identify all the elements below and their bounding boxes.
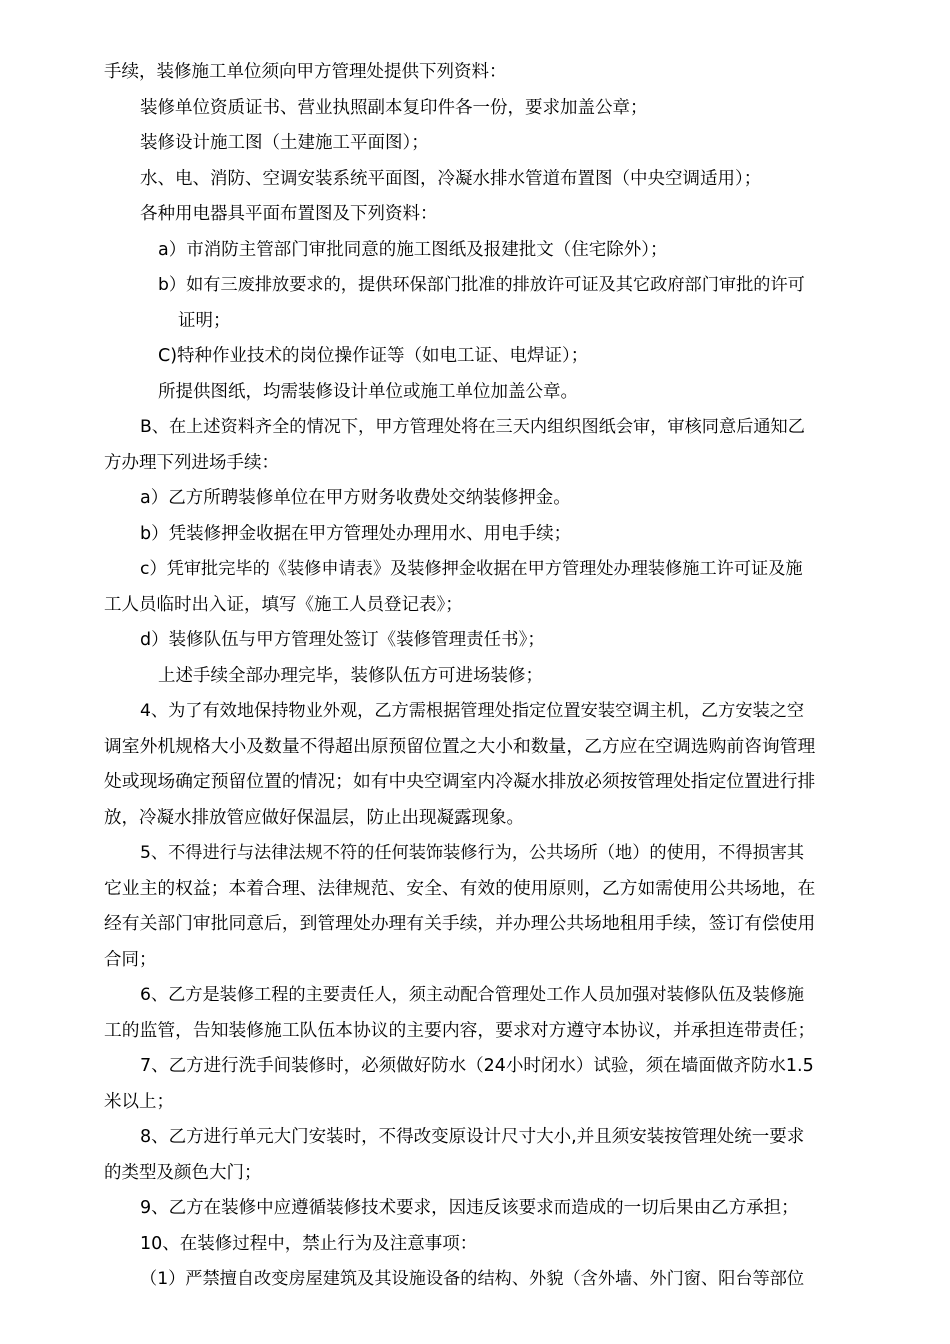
text-line: 处或现场确定预留位置的情况；如有中央空调室内冷凝水排放必须按管理处指定位置进行排 [104, 771, 816, 792]
text-line: 4、为了有效地保持物业外观，乙方需根据管理处指定位置安装空调主机，乙方安装之空 [140, 701, 805, 721]
text-line: a）市消防主管部门审批同意的施工图纸及报建批文（住宅除外）； [158, 240, 668, 260]
text-line: 经有关部门审批同意后，到管理处办理有关手续，并办理公共场地租用手续，签订有偿使用 [104, 913, 816, 934]
text-line: 水、电、消防、空调安装系统平面图，冷凝水排水管道布置图（中央空调适用）； [140, 169, 762, 189]
text-line: 的类型及颜色大门； [104, 1163, 262, 1183]
text-line: 调室外机规格大小及数量不得超出原预留位置之大小和数量，乙方应在空调选购前咨询管理 [104, 736, 816, 757]
text-line: 6、乙方是装修工程的主要责任人，须主动配合管理处工作人员加强对装修队伍及装修施 [140, 985, 805, 1005]
text-line: 9、乙方在装修中应遵循装修技术要求，因违反该要求而造成的一切后果由乙方承担； [140, 1198, 799, 1218]
text-line: c）凭审批完毕的《装修申请表》及装修押金收据在甲方管理处办理装修施工许可证及施 [140, 559, 803, 579]
text-line: 上述手续全部办理完毕，装修队伍方可进场装修； [158, 666, 543, 686]
text-line: （1）严禁擅自改变房屋建筑及其设施设备的结构、外貌（含外墙、外门窗、阳台等部位 [140, 1269, 805, 1289]
text-line: 7、乙方进行洗手间装修时，必须做好防水（24小时闭水）试验，须在墙面做齐防水1.5 [140, 1056, 814, 1076]
text-line: 各种用电器具平面布置图及下列资料： [140, 204, 438, 224]
text-line: 合同； [104, 950, 157, 970]
text-line: 它业主的权益；本着合理、法律规范、安全、有效的使用原则，乙方如需使用公共场地，在 [104, 878, 816, 899]
text-line: 所提供图纸，均需装修设计单位或施工单位加盖公章。 [158, 382, 578, 402]
text-line: b）如有三废排放要求的，提供环保部门批准的排放许可证及其它政府部门审批的许可 [158, 275, 805, 295]
text-line: 工人员临时出入证，填写《施工人员登记表》； [104, 595, 463, 615]
text-line: a）乙方所聘装修单位在甲方财务收费处交纳装修押金。 [140, 488, 571, 508]
text-line: C)特种作业技术的岗位操作证等（如电工证、电焊证）； [158, 346, 589, 366]
text-line: B、在上述资料齐全的情况下，甲方管理处将在三天内组织图纸会审，审核同意后通知乙 [140, 417, 805, 437]
text-line: 放，冷凝水排放管应做好保温层，防止出现凝露现象。 [104, 808, 524, 828]
text-line: b）凭装修押金收据在甲方管理处办理用水、用电手续； [140, 524, 572, 544]
text-line: 米以上； [104, 1092, 174, 1112]
text-line: 手续，装修施工单位须向甲方管理处提供下列资料： [104, 62, 507, 82]
text-line: 证明； [178, 311, 231, 331]
text-line: 工的监管，告知装修施工队伍本协议的主要内容，要求对方遵守本协议，并承担连带责任； [104, 1020, 816, 1041]
text-line: 8、乙方进行单元大门安装时，不得改变原设计尺寸大小,并且须安装按管理处统一要求 [140, 1127, 805, 1147]
text-line: 装修单位资质证书、营业执照副本复印件各一份，要求加盖公章； [140, 98, 648, 118]
text-line: 装修设计施工图（土建施工平面图）； [140, 133, 429, 153]
text-line: 方办理下列进场手续： [104, 453, 279, 473]
text-line: 10、在装修过程中，禁止行为及注意事项： [140, 1234, 478, 1254]
text-line: d）装修队伍与甲方管理处签订《装修管理责任书》； [140, 630, 545, 650]
text-line: 5、不得进行与法律法规不符的任何装饰装修行为，公共场所（地）的使用，不得损害其 [140, 843, 805, 863]
